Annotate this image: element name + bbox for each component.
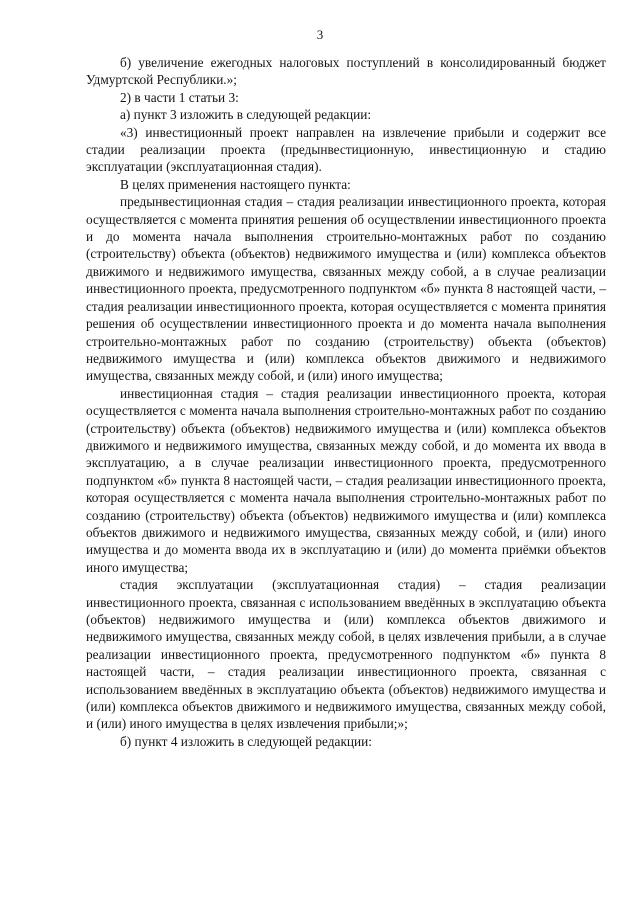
paragraph: предынвестиционная стадия – стадия реализации инвестиционного проекта, которая осуществляется с момента принятия решения об осуществлении инвестиционного проекта и до момента начала выполнения строительно-монтажных работ по созданию (строительству) объекта (объектов) недвижимого имущества и (или) комплекса объектов движимого и недвижимого имущества, связанных между собой, а в случае реализации инвестиционного проекта, предусмотренного подпунктом «б» пункта 8 настоящей части, – стадия реализации инвестиционного проекта, которая осуществляется с момента принятия решения об осуществлении инвестиционного проекта и до момента начала выполнения строительно-монтажных работ по созданию (строительству) объекта (объектов) недвижимого имущества и (или) комплекса объектов движимого и недвижимого имущества, связанных между собой, и (или) иного имущества; <box>86 194 606 384</box>
paragraph: стадия эксплуатации (эксплуатационная стадия) – стадия реализации инвестиционного проекта, связанная с использованием введённых в эксплуатацию объекта (объектов) недвижимого имущества и (или) комплекса объектов движимого и недвижимого имущества, связанных между собой, в целях извлечения прибыли, а в случае реализации инвестиционного проекта, предусмотренного подпунктом «б» пункта 8 настоящей части, – стадия реализации инвестиционного проекта, связанная с использованием введённых в эксплуатацию объекта (объектов) недвижимого имущества и (или) комплекса объектов движимого и недвижимого имущества, связанных между собой, и (или) иного имущества в целях извлечения прибыли;»; <box>86 577 606 732</box>
paragraph: В целях применения настоящего пункта: <box>120 176 351 192</box>
paragraph: б) пункт 4 изложить в следующей редакции: <box>120 733 372 749</box>
document-body <box>86 54 606 750</box>
paragraph: «3) инвестиционный проект направлен на извлечение прибыли и содержит все стадии реализации проекта (предынвестиционную, инвестиционную и стадию эксплуатации (эксплуатационная стадия). <box>86 124 606 175</box>
page-number: 3 <box>316 27 324 42</box>
paragraph: а) пункт 3 изложить в следующей редакции: <box>120 107 372 123</box>
paragraph: 2) в части 1 статьи 3: <box>120 89 239 105</box>
paragraph: инвестиционная стадия – стадия реализации инвестиционного проекта, которая осуществляется с момента начала выполнения строительно-монтажных работ по созданию (строительству) объекта (объектов) недвижимого имущества и (или) комплекса объектов движимого и недвижимого имущества, связанных между собой, и до момента их ввода в эксплуатацию, а в случае реализации инвестиционного проекта, предусмотренного подпунктом «б» пункта 8 настоящей части, – стадия реализации инвестиционного проекта, которая осуществляется с момента начала выполнения строительно-монтажных работ по созданию (строительству) объекта (объектов) недвижимого имущества и (или) комплекса объектов движимого и недвижимого имущества, связанных между собой, и (или) иного имущества и до момента ввода их в эксплуатацию и (или) до момента приёмки объектов иного имущества; <box>86 385 606 575</box>
paragraph: б) увеличение ежегодных налоговых поступлений в консолидированный бюджет Удмуртской Республики.»; <box>86 55 606 88</box>
